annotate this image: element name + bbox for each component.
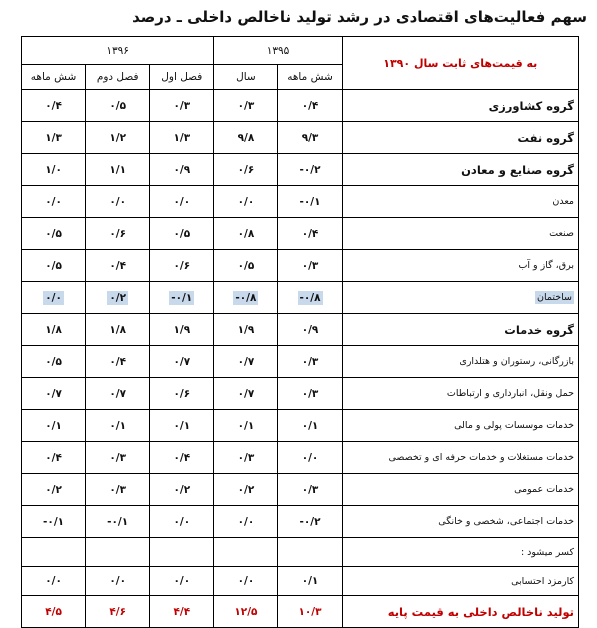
value-cell bbox=[150, 218, 214, 250]
value-cell bbox=[214, 218, 278, 250]
cell-value: ۰/۱ bbox=[301, 419, 319, 432]
value-cell bbox=[86, 346, 150, 378]
table-row bbox=[22, 346, 579, 378]
value-cell bbox=[214, 410, 278, 442]
value-cell bbox=[86, 474, 150, 506]
cell-value: ۰/۷ bbox=[237, 387, 255, 400]
cell-value: ۱/۳ bbox=[173, 131, 191, 144]
value-cell bbox=[22, 90, 86, 122]
cell-value: ۰/۲ bbox=[45, 483, 62, 496]
value-cell bbox=[278, 90, 342, 122]
cell-value: ۰/۴ bbox=[301, 227, 319, 240]
table-row bbox=[22, 282, 579, 314]
row-label: برق، گاز و آب bbox=[518, 260, 574, 271]
value-cell bbox=[86, 314, 150, 346]
table-row bbox=[22, 538, 579, 567]
row-label: خدمات مستغلات و خدمات حرفه ای و تخصصی bbox=[388, 452, 574, 463]
row-label-cell bbox=[342, 218, 578, 250]
cell-value: -۰/۱ bbox=[43, 515, 65, 528]
value-cell bbox=[214, 567, 278, 596]
value-cell bbox=[150, 506, 214, 538]
cell-value: ۰/۳ bbox=[109, 451, 126, 464]
row-label-cell bbox=[342, 90, 578, 122]
year-1395-header: ۱۳۹۵ bbox=[214, 37, 342, 65]
cell-value: ۰/۱ bbox=[45, 419, 62, 432]
value-cell bbox=[150, 378, 214, 410]
value-cell bbox=[86, 90, 150, 122]
value-cell bbox=[214, 506, 278, 538]
cell-value: ۰/۳ bbox=[109, 483, 126, 496]
cell-value: ۰/۶ bbox=[173, 387, 191, 400]
row-label: گروه خدمات bbox=[504, 322, 574, 337]
cell-value: ۰/۴ bbox=[45, 99, 62, 112]
value-cell bbox=[278, 346, 342, 378]
value-cell bbox=[278, 218, 342, 250]
value-cell bbox=[86, 250, 150, 282]
value-cell bbox=[86, 442, 150, 474]
value-cell bbox=[150, 442, 214, 474]
value-cell bbox=[150, 90, 214, 122]
cell-value: -۰/۱ bbox=[299, 195, 321, 208]
table-row bbox=[22, 567, 579, 596]
value-cell bbox=[278, 538, 342, 567]
value-cell bbox=[214, 282, 278, 314]
row-label-cell bbox=[342, 378, 578, 410]
row-label-cell bbox=[342, 442, 578, 474]
cell-value: ۱/۸ bbox=[45, 323, 62, 336]
row-label-cell bbox=[342, 122, 578, 154]
cell-value: ۰/۰ bbox=[237, 195, 255, 208]
cell-value: -۰/۱ bbox=[107, 515, 129, 528]
row-label: خدمات عمومی bbox=[514, 484, 574, 495]
value-cell bbox=[278, 250, 342, 282]
value-cell bbox=[22, 154, 86, 186]
cell-value: ۰/۰ bbox=[45, 575, 62, 587]
cell-value: -۰/۸ bbox=[235, 291, 257, 304]
table-row bbox=[22, 596, 579, 628]
value-cell bbox=[150, 250, 214, 282]
row-label-cell bbox=[342, 567, 578, 596]
value-cell bbox=[22, 410, 86, 442]
table-row bbox=[22, 154, 579, 186]
cell-value: ۰/۰ bbox=[45, 291, 62, 304]
value-cell bbox=[22, 378, 86, 410]
col-header-1396-q1: فصل اول bbox=[150, 65, 214, 90]
value-cell bbox=[278, 442, 342, 474]
cell-value: ۱/۰ bbox=[45, 163, 62, 176]
value-cell bbox=[86, 567, 150, 596]
cell-value: ۰/۷ bbox=[45, 387, 62, 400]
row-label: بازرگانی، رستوران و هتلداری bbox=[459, 356, 574, 367]
cell-value: ۰/۰ bbox=[109, 575, 126, 587]
value-cell bbox=[150, 474, 214, 506]
value-cell bbox=[278, 154, 342, 186]
row-label-cell bbox=[342, 538, 578, 567]
cell-value: ۴/۴ bbox=[173, 605, 191, 618]
value-cell bbox=[150, 122, 214, 154]
value-cell bbox=[214, 122, 278, 154]
cell-value: -۰/۸ bbox=[299, 291, 321, 304]
value-cell bbox=[278, 122, 342, 154]
cell-value: ۰/۷ bbox=[173, 355, 191, 368]
cell-value: ۰/۰ bbox=[173, 195, 191, 208]
value-cell bbox=[150, 314, 214, 346]
constant-prices-label: به قیمت‌های ثابت سال ۱۳۹۰ bbox=[342, 37, 578, 90]
gdp-growth-table bbox=[21, 36, 579, 628]
cell-value: ۰/۵ bbox=[237, 259, 255, 272]
cell-value: ۰/۵ bbox=[109, 99, 126, 112]
value-cell bbox=[22, 282, 86, 314]
cell-value: ۱۲/۵ bbox=[234, 605, 258, 618]
table-row bbox=[22, 186, 579, 218]
col-header-1396-q2: فصل دوم bbox=[86, 65, 150, 90]
cell-value: ۰/۰ bbox=[301, 451, 319, 464]
cell-value: ۰/۴ bbox=[301, 99, 319, 112]
value-cell bbox=[86, 410, 150, 442]
cell-value: ۱/۱ bbox=[109, 163, 126, 176]
row-label-cell bbox=[342, 186, 578, 218]
cell-value: ۰/۸ bbox=[237, 227, 255, 240]
value-cell bbox=[22, 218, 86, 250]
cell-value: ۰/۹ bbox=[173, 163, 191, 176]
cell-value: ۰/۴ bbox=[109, 355, 126, 368]
value-cell bbox=[86, 506, 150, 538]
value-cell bbox=[214, 314, 278, 346]
value-cell bbox=[278, 596, 342, 628]
value-cell bbox=[214, 538, 278, 567]
cell-value: ۱/۲ bbox=[109, 131, 126, 144]
cell-value: ۰/۵ bbox=[173, 227, 191, 240]
cell-value: ۰/۰ bbox=[45, 195, 62, 208]
value-cell bbox=[214, 90, 278, 122]
cell-value: ۰/۳ bbox=[237, 451, 255, 464]
row-label-cell bbox=[342, 314, 578, 346]
col-header-1395-six-months: شش ماهه bbox=[278, 65, 342, 90]
cell-value: ۰/۴ bbox=[109, 259, 126, 272]
value-cell bbox=[22, 314, 86, 346]
value-cell bbox=[214, 186, 278, 218]
table-row bbox=[22, 218, 579, 250]
cell-value: ۹/۸ bbox=[237, 131, 255, 144]
row-label: کارمزد احتسابی bbox=[511, 575, 574, 587]
cell-value: ۰/۱ bbox=[237, 419, 255, 432]
cell-value: ۰/۳ bbox=[301, 259, 319, 272]
table-row bbox=[22, 250, 579, 282]
value-cell bbox=[150, 346, 214, 378]
row-label: گروه صنایع و معادن bbox=[461, 162, 574, 177]
cell-value: ۰/۵ bbox=[45, 227, 62, 240]
cell-value: ۰/۵ bbox=[45, 259, 62, 272]
value-cell bbox=[278, 186, 342, 218]
cell-value: ۰/۳ bbox=[301, 387, 319, 400]
cell-value: ۰/۳ bbox=[301, 355, 319, 368]
table-row bbox=[22, 378, 579, 410]
cell-value: ۰/۲ bbox=[109, 291, 126, 304]
value-cell bbox=[22, 442, 86, 474]
cell-value: ۰/۵ bbox=[45, 355, 62, 368]
value-cell bbox=[86, 154, 150, 186]
value-cell bbox=[150, 567, 214, 596]
row-label-cell bbox=[342, 410, 578, 442]
cell-value: ۰/۶ bbox=[237, 163, 255, 176]
value-cell bbox=[214, 442, 278, 474]
table-row bbox=[22, 506, 579, 538]
cell-value: ۰/۷ bbox=[109, 387, 126, 400]
row-label: صنعت bbox=[549, 228, 574, 239]
value-cell bbox=[22, 122, 86, 154]
cell-value: ۰/۰ bbox=[237, 515, 255, 528]
value-cell bbox=[214, 154, 278, 186]
cell-value: ۰/۰ bbox=[109, 195, 126, 208]
cell-value: ۰/۴ bbox=[173, 451, 191, 464]
value-cell bbox=[150, 282, 214, 314]
row-label: معدن bbox=[552, 196, 574, 207]
row-label-cell bbox=[342, 506, 578, 538]
value-cell bbox=[150, 186, 214, 218]
row-label-cell bbox=[342, 154, 578, 186]
value-cell bbox=[150, 410, 214, 442]
cell-value: ۰/۰ bbox=[173, 515, 191, 528]
cell-value: ۰/۳ bbox=[173, 99, 191, 112]
cell-value: ۰/۶ bbox=[109, 227, 126, 240]
row-label: ساختمان bbox=[537, 292, 572, 303]
value-cell bbox=[278, 314, 342, 346]
row-label-cell bbox=[342, 474, 578, 506]
cell-value: ۹/۳ bbox=[301, 131, 319, 144]
cell-value: ۰/۷ bbox=[237, 355, 255, 368]
value-cell bbox=[22, 567, 86, 596]
value-cell bbox=[278, 506, 342, 538]
value-cell bbox=[214, 378, 278, 410]
row-label-cell bbox=[342, 282, 578, 314]
value-cell bbox=[86, 596, 150, 628]
row-label: خدمات اجتماعی، شخصی و خانگی bbox=[438, 516, 574, 527]
table-body bbox=[22, 90, 579, 628]
value-cell bbox=[86, 218, 150, 250]
value-cell bbox=[150, 538, 214, 567]
value-cell bbox=[214, 474, 278, 506]
cell-value: ۰/۱ bbox=[109, 419, 126, 432]
cell-value: ۴/۶ bbox=[109, 605, 126, 618]
table-row bbox=[22, 122, 579, 154]
row-label: گروه کشاورزی bbox=[488, 98, 574, 113]
table-row bbox=[22, 410, 579, 442]
value-cell bbox=[22, 474, 86, 506]
value-cell bbox=[278, 282, 342, 314]
cell-value: ۰/۳ bbox=[301, 483, 319, 496]
row-label-cell bbox=[342, 596, 578, 628]
cell-value: ۱/۳ bbox=[45, 131, 62, 144]
cell-value: ۰/۹ bbox=[301, 323, 319, 336]
table-row bbox=[22, 474, 579, 506]
value-cell bbox=[278, 567, 342, 596]
cell-value: ۰/۲ bbox=[237, 483, 255, 496]
value-cell bbox=[22, 506, 86, 538]
table-row bbox=[22, 442, 579, 474]
value-cell bbox=[278, 378, 342, 410]
value-cell bbox=[86, 538, 150, 567]
cell-value: -۰/۲ bbox=[299, 163, 321, 176]
cell-value: ۰/۱ bbox=[301, 575, 319, 587]
value-cell bbox=[86, 122, 150, 154]
table-row bbox=[22, 314, 579, 346]
cell-value: ۰/۴ bbox=[45, 451, 62, 464]
year-1396-header: ۱۳۹۶ bbox=[22, 37, 214, 65]
value-cell bbox=[22, 186, 86, 218]
cell-value: ۱۰/۳ bbox=[298, 605, 322, 618]
value-cell bbox=[278, 410, 342, 442]
cell-value: ۱/۸ bbox=[109, 323, 126, 336]
cell-value: -۰/۱ bbox=[171, 291, 193, 304]
row-label: گروه نفت bbox=[517, 130, 574, 145]
value-cell bbox=[86, 282, 150, 314]
cell-value: ۰/۲ bbox=[173, 483, 191, 496]
value-cell bbox=[86, 378, 150, 410]
value-cell bbox=[278, 474, 342, 506]
value-cell bbox=[22, 250, 86, 282]
row-label: کسر میشود : bbox=[520, 546, 574, 558]
cell-value: ۰/۰ bbox=[173, 575, 191, 587]
cell-value: ۱/۹ bbox=[237, 323, 255, 336]
value-cell bbox=[214, 250, 278, 282]
cell-value: ۰/۶ bbox=[173, 259, 191, 272]
row-label-cell bbox=[342, 346, 578, 378]
value-cell bbox=[214, 596, 278, 628]
cell-value: ۱/۹ bbox=[173, 323, 191, 336]
row-label: تولید ناخالص داخلی به قیمت پایه bbox=[387, 604, 574, 619]
page-title: سهم فعالیت‌های اقتصادی در رشد تولید ناخالص داخلی ـ درصد bbox=[132, 8, 587, 26]
value-cell bbox=[22, 596, 86, 628]
cell-value: -۰/۲ bbox=[299, 515, 321, 528]
col-header-1396-six-months: شش ماهه bbox=[22, 65, 86, 90]
cell-value: ۰/۰ bbox=[237, 575, 255, 587]
row-label: خدمات موسسات پولی و مالی bbox=[454, 420, 574, 431]
value-cell bbox=[150, 596, 214, 628]
cell-value: ۴/۵ bbox=[45, 605, 62, 618]
row-label: حمل ونقل، انبارداری و ارتباطات bbox=[446, 388, 574, 399]
cell-value: ۰/۳ bbox=[237, 99, 255, 112]
value-cell bbox=[86, 186, 150, 218]
value-cell bbox=[22, 346, 86, 378]
value-cell bbox=[214, 346, 278, 378]
value-cell bbox=[150, 154, 214, 186]
row-label-cell bbox=[342, 250, 578, 282]
table-row bbox=[22, 90, 579, 122]
cell-value: ۰/۱ bbox=[173, 419, 191, 432]
col-header-1395-year: سال bbox=[214, 65, 278, 90]
value-cell bbox=[22, 538, 86, 567]
